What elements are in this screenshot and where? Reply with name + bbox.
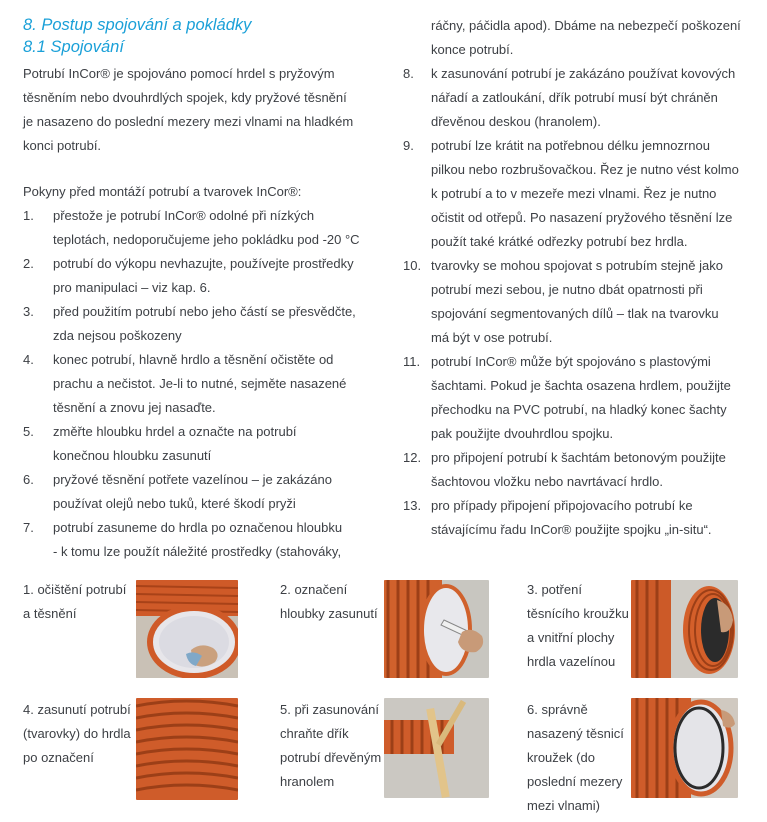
section-heading: 8. Postup spojování a pokládky (23, 16, 252, 34)
list-item: 13. pro případy připojení připojovacího potrubí ke stávajícímu řadu InCor® použijte spojku „in-situ“. (403, 498, 712, 537)
photo-caption-6: 6. správně nasazený těsnicí kroužek (do poslední mezery mezi vlnami) (527, 702, 624, 813)
right-column (403, 14, 748, 542)
instructions-list-right (403, 62, 748, 542)
item7-continuation: ráčny, páčidla apod). Dbáme na nebezpečí poškození konce potrubí. (431, 18, 741, 57)
intro-line: je nasazeno do poslední mezery mezi vlnami na hladkém (23, 114, 354, 129)
list-item: 6. pryžové těsnění potřete vazelínou – je zakázáno používat olejů nebo tuků, které škodí pryži (23, 472, 332, 511)
pipe-seal-photo (631, 698, 738, 798)
pipe-marking-photo (384, 580, 489, 678)
list-item: 12. pro připojení potrubí k šachtám betonovým použijte šachtovou vložku nebo navrtávací hrdlo. (403, 450, 726, 489)
list-item: 4. konec potrubí, hlavně hrdlo a těsnění očistěte od prachu a nečistot. Je-li to nutné, sejměte nasazené těsnění a znovu jej nasaďte. (23, 352, 347, 415)
intro-line: těsněním nebo dvouhrdlých spojek, kdy pryžové těsnění (23, 90, 347, 105)
list-item: 9. potrubí lze krátit na potřebnou délku jemnozrnou pilkou nebo rozbrušovačkou. Řez je nutno vést kolmo k potrubí a to v mezeře mezi vlnami. Řez je nutno očistit od otřepů. Po nasazení pryžového těsnění lze použít také krátké odřezky potrubí bez hrdla. (403, 138, 739, 249)
pipe-greasing-photo (631, 580, 738, 678)
list-item: 5. změřte hloubku hrdel a označte na potrubí konečnou hloubku zasunutí (23, 424, 297, 463)
instructions-list-left (23, 204, 383, 564)
photo-caption-2: 2. označení hloubky zasunutí (280, 582, 378, 621)
list-item: 11. potrubí InCor® může být spojováno s plastovými šachtami. Pokud je šachta osazena hrdlem, použijte přechodku na PVC potrubí, na hladký konec šachty pak použijte dvouhrdlou spojku. (403, 354, 731, 441)
subsection-heading: 8.1 Spojování (23, 38, 124, 56)
list-item: 10. tvarovky se mohou spojovat s potrubím stejně jako potrubí mezi sebou, je nutno dbát opatrnosti při spojování segmentovaných dílů – tlak na tvarovku má být v ose potrubí. (403, 258, 723, 345)
photo-caption-5: 5. při zasunování chraňte dřík potrubí dřevěným hranolem (280, 702, 382, 789)
pipe-cleaning-photo (136, 580, 238, 678)
instructions-title: Pokyny před montáží potrubí a tvarovek InCor®: (23, 184, 302, 199)
list-item: 1. přestože je potrubí InCor® odolné při nízkých teplotách, nedoporučujeme jeho pokládku pod -20 °C (23, 208, 360, 247)
photo-caption-3: 3. potření těsnícího kroužku a vnitřní plochy hrdla vazelínou (527, 582, 629, 669)
intro-paragraph (23, 62, 383, 158)
intro-line: Potrubí InCor® je spojováno pomocí hrdel s pryžovým (23, 66, 335, 81)
photo-caption-1: 1. očištění potrubí a těsnění (23, 582, 127, 621)
list-item: 2. potrubí do výkopu nevhazujte, používejte prostředky pro manipulaci – viz kap. 6. (23, 256, 354, 295)
list-item: 7. potrubí zasuneme do hrdla po označenou hloubku - k tomu lze použít náležité prostředky (stahováky, (23, 520, 343, 559)
list-item: 3. před použitím potrubí nebo jeho částí se přesvědčte, zda nejsou poškozeny (23, 304, 356, 343)
pipe-wood-block-photo (384, 698, 489, 798)
intro-line: konci potrubí. (23, 138, 102, 153)
list-item: 8. k zasunování potrubí je zakázáno používat kovových nářadí a zatloukání, dřík potrubí musí být chráněn dřevěnou deskou (hranolem). (403, 66, 736, 129)
left-column (23, 14, 383, 564)
photo-caption-4: 4. zasunutí potrubí (tvarovky) do hrdla po označení (23, 702, 131, 765)
pipe-insertion-photo (136, 698, 238, 800)
